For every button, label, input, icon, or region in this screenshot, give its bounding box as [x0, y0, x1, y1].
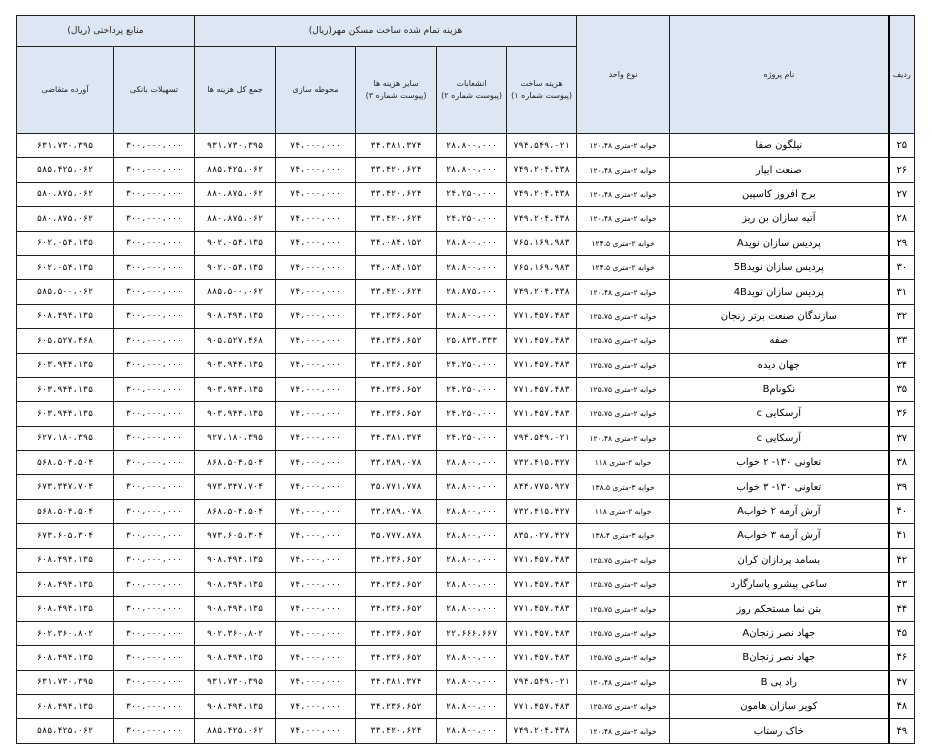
landscaping-cost-cell: ۷۴،۰۰۰،۰۰۰ — [276, 499, 356, 523]
branches-cost-cell: ۲۸،۸۰۰،۰۰۰ — [437, 451, 507, 475]
applicant-share-cell: ۵۸۵،۴۲۵،۰۶۲ — [17, 158, 114, 182]
radif-cell: ۲۵ — [889, 134, 915, 158]
project-name-cell: جهان دیده — [670, 353, 889, 377]
table-row — [17, 524, 915, 548]
applicant-share-cell: ۶۰۳،۹۴۴،۱۳۵ — [17, 353, 114, 377]
project-name-cell: بسامد پردازان کران — [670, 548, 889, 572]
landscaping-cost-cell: ۷۴،۰۰۰،۰۰۰ — [276, 377, 356, 401]
radif-cell: ۳۹ — [889, 475, 915, 499]
project-name-cell: آرسکایی c — [670, 402, 889, 426]
applicant-share-cell: ۶۰۸،۴۹۴،۱۳۵ — [17, 597, 114, 621]
total-cost-cell: ۸۸۰،۸۷۵،۰۶۲ — [195, 207, 276, 231]
bank-loan-cell: ۳۰۰،۰۰۰،۰۰۰ — [114, 719, 195, 743]
unit-type-cell: خوابه ۲-متری ۱۲۴،۵ — [577, 255, 670, 279]
table-body — [17, 134, 915, 744]
header-group-cost: هزینه تمام شده ساخت مسکن مهر(ریال) — [195, 16, 577, 47]
bank-loan-cell: ۳۰۰،۰۰۰،۰۰۰ — [114, 280, 195, 304]
unit-type-cell: خوابه ۲-متری ۱۲۵،۷۵ — [577, 304, 670, 328]
bank-loan-cell: ۳۰۰،۰۰۰،۰۰۰ — [114, 548, 195, 572]
project-name-cell: راد پی B — [670, 670, 889, 694]
table-row — [17, 451, 915, 475]
total-cost-cell: ۹۰۲،۰۵۴،۱۳۵ — [195, 231, 276, 255]
other-cost-cell: ۳۳،۴۲۰،۶۲۴ — [356, 182, 437, 206]
construction-cost-cell: ۷۶۵،۱۶۹،۹۸۳ — [507, 255, 577, 279]
construction-cost-cell: ۷۴۹،۲۰۴،۴۳۸ — [507, 280, 577, 304]
radif-cell: ۳۱ — [889, 280, 915, 304]
project-name-cell: آرش آرمه ۲ خوابA — [670, 499, 889, 523]
other-cost-cell: ۳۴،۰۸۴،۱۵۲ — [356, 255, 437, 279]
branches-cost-cell: ۲۸،۸۰۰،۰۰۰ — [437, 304, 507, 328]
radif-cell: ۳۸ — [889, 451, 915, 475]
unit-type-cell: خوابه ۲-متری ۱۲۰،۴۸ — [577, 280, 670, 304]
table-row — [17, 231, 915, 255]
table-row — [17, 426, 915, 450]
radif-cell: ۳۳ — [889, 329, 915, 353]
radif-cell: ۴۰ — [889, 499, 915, 523]
applicant-share-cell: ۵۶۸،۵۰۴،۵۰۴ — [17, 499, 114, 523]
radif-cell: ۴۴ — [889, 597, 915, 621]
header-applicant-share: آورده متقاضی — [17, 47, 114, 134]
bank-loan-cell: ۳۰۰،۰۰۰،۰۰۰ — [114, 694, 195, 718]
other-cost-cell: ۳۴،۲۳۶،۶۵۲ — [356, 646, 437, 670]
unit-type-cell: خوابه ۲-متری ۱۲۵،۷۵ — [577, 402, 670, 426]
bank-loan-cell: ۳۰۰،۰۰۰،۰۰۰ — [114, 158, 195, 182]
total-cost-cell: ۹۰۸،۴۹۴،۱۳۵ — [195, 597, 276, 621]
other-cost-cell: ۳۳،۴۲۰،۶۲۴ — [356, 719, 437, 743]
branches-cost-cell: ۲۴،۲۵۰،۰۰۰ — [437, 353, 507, 377]
construction-cost-cell: ۷۴۹،۲۰۴،۴۳۸ — [507, 158, 577, 182]
applicant-share-cell: ۶۰۲،۳۶۰،۸۰۲ — [17, 621, 114, 645]
landscaping-cost-cell: ۷۴،۰۰۰،۰۰۰ — [276, 719, 356, 743]
applicant-share-cell: ۶۰۸،۴۹۴،۱۳۵ — [17, 573, 114, 597]
construction-cost-cell: ۷۷۱،۴۵۷،۴۸۳ — [507, 329, 577, 353]
bank-loan-cell: ۳۰۰،۰۰۰،۰۰۰ — [114, 597, 195, 621]
table-row — [17, 548, 915, 572]
branches-cost-cell: ۲۸،۸۰۰،۰۰۰ — [437, 134, 507, 158]
table-row — [17, 280, 915, 304]
construction-cost-cell: ۷۷۱،۴۵۷،۴۸۳ — [507, 402, 577, 426]
table-row — [17, 304, 915, 328]
unit-type-cell: خوابه ۳-متری ۱۳۸،۵ — [577, 475, 670, 499]
header-group-payment: منابع پرداختی (ریال) — [17, 16, 195, 47]
table-row — [17, 353, 915, 377]
landscaping-cost-cell: ۷۴،۰۰۰،۰۰۰ — [276, 304, 356, 328]
construction-cost-cell: ۷۴۹،۲۰۴،۴۳۸ — [507, 182, 577, 206]
project-name-cell: پردیس سازان نوید5B — [670, 255, 889, 279]
radif-cell: ۴۱ — [889, 524, 915, 548]
other-cost-cell: ۳۴،۲۳۶،۶۵۲ — [356, 621, 437, 645]
total-cost-cell: ۹۰۲،۰۵۴،۱۳۵ — [195, 255, 276, 279]
radif-cell: ۲۹ — [889, 231, 915, 255]
unit-type-cell: خوابه ۲-متری ۱۲۵،۷۵ — [577, 329, 670, 353]
other-cost-cell: ۳۳،۴۲۰،۶۲۴ — [356, 280, 437, 304]
total-cost-cell: ۹۳۱،۷۳۰،۳۹۵ — [195, 134, 276, 158]
landscaping-cost-cell: ۷۴،۰۰۰،۰۰۰ — [276, 255, 356, 279]
branches-cost-cell: ۲۸،۸۰۰،۰۰۰ — [437, 255, 507, 279]
construction-cost-cell: ۷۷۱،۴۵۷،۴۸۳ — [507, 304, 577, 328]
project-name-cell: بتن نما مستحکم روز — [670, 597, 889, 621]
applicant-share-cell: ۶۲۷،۱۸۰،۳۹۵ — [17, 426, 114, 450]
other-cost-cell: ۳۳،۴۲۰،۶۲۴ — [356, 207, 437, 231]
project-name-cell: آرش آرمه ۳ خوابA — [670, 524, 889, 548]
applicant-share-cell: ۶۰۸،۴۹۴،۱۳۵ — [17, 548, 114, 572]
project-name-cell: برج افروز کاسپین — [670, 182, 889, 206]
table-row — [17, 182, 915, 206]
unit-type-cell: خوابه ۲-متری ۱۲۵،۷۵ — [577, 548, 670, 572]
branches-cost-cell: ۲۴،۲۵۰،۰۰۰ — [437, 426, 507, 450]
branches-cost-cell: ۲۸،۸۰۰،۰۰۰ — [437, 670, 507, 694]
construction-cost-cell: ۷۷۱،۴۵۷،۴۸۳ — [507, 694, 577, 718]
project-name-cell: صفه — [670, 329, 889, 353]
bank-loan-cell: ۳۰۰،۰۰۰،۰۰۰ — [114, 329, 195, 353]
radif-cell: ۳۲ — [889, 304, 915, 328]
branches-cost-cell: ۲۸،۸۷۵،۰۰۰ — [437, 280, 507, 304]
project-name-cell: آتیه سازان بن ریز — [670, 207, 889, 231]
construction-cost-cell: ۷۷۱،۴۵۷،۴۸۳ — [507, 597, 577, 621]
construction-cost-cell: ۷۹۴،۵۴۹،۰۲۱ — [507, 670, 577, 694]
header-unit-type: نوع واحد — [577, 16, 670, 134]
applicant-share-cell: ۵۸۵،۴۲۵،۰۶۲ — [17, 719, 114, 743]
bank-loan-cell: ۳۰۰،۰۰۰،۰۰۰ — [114, 670, 195, 694]
construction-cost-cell: ۷۳۲،۴۱۵،۴۲۷ — [507, 499, 577, 523]
applicant-share-cell: ۶۳۱،۷۳۰،۳۹۵ — [17, 670, 114, 694]
table-row — [17, 475, 915, 499]
other-cost-cell: ۳۴،۲۳۶،۶۵۲ — [356, 304, 437, 328]
total-cost-cell: ۹۰۸،۴۹۴،۱۳۵ — [195, 694, 276, 718]
branches-cost-cell: ۲۴،۲۵۰،۰۰۰ — [437, 207, 507, 231]
total-cost-cell: ۸۸۰،۸۷۵،۰۶۲ — [195, 182, 276, 206]
landscaping-cost-cell: ۷۴،۰۰۰،۰۰۰ — [276, 182, 356, 206]
total-cost-cell: ۸۸۵،۴۲۵،۰۶۲ — [195, 158, 276, 182]
landscaping-cost-cell: ۷۴،۰۰۰،۰۰۰ — [276, 573, 356, 597]
project-name-cell: تعاونی ۱۳۰- ۲ خواب — [670, 451, 889, 475]
unit-type-cell: خوابه ۲-متری ۱۲۰،۴۸ — [577, 670, 670, 694]
applicant-share-cell: ۵۸۰،۸۷۵،۰۶۲ — [17, 182, 114, 206]
project-name-cell: پردیس سازان نوید4B — [670, 280, 889, 304]
table-row — [17, 499, 915, 523]
construction-cost-cell: ۷۷۱،۴۵۷،۴۸۳ — [507, 646, 577, 670]
table-header — [17, 16, 915, 134]
landscaping-cost-cell: ۷۴،۰۰۰،۰۰۰ — [276, 670, 356, 694]
other-cost-cell: ۳۴،۲۳۶،۶۵۲ — [356, 329, 437, 353]
header-project-name: نام پروژه — [670, 16, 889, 134]
other-cost-cell: ۳۴،۲۳۶،۶۵۲ — [356, 548, 437, 572]
other-cost-cell: ۳۴،۲۳۶،۶۵۲ — [356, 377, 437, 401]
table-row — [17, 255, 915, 279]
landscaping-cost-cell: ۷۴،۰۰۰،۰۰۰ — [276, 548, 356, 572]
construction-cost-cell: ۷۷۱،۴۵۷،۴۸۳ — [507, 353, 577, 377]
bank-loan-cell: ۳۰۰،۰۰۰،۰۰۰ — [114, 353, 195, 377]
project-name-cell: خاک رستاب — [670, 719, 889, 743]
construction-cost-cell: ۷۷۱،۴۵۷،۴۸۳ — [507, 621, 577, 645]
table-row — [17, 207, 915, 231]
applicant-share-cell: ۶۷۳،۳۴۷،۷۰۴ — [17, 475, 114, 499]
radif-cell: ۲۶ — [889, 158, 915, 182]
radif-cell: ۳۴ — [889, 353, 915, 377]
total-cost-cell: ۸۶۸،۵۰۴،۵۰۴ — [195, 451, 276, 475]
branches-cost-cell: ۲۲،۶۶۶،۶۶۷ — [437, 621, 507, 645]
landscaping-cost-cell: ۷۴،۰۰۰،۰۰۰ — [276, 231, 356, 255]
applicant-share-cell: ۶۰۸،۴۹۴،۱۳۵ — [17, 646, 114, 670]
applicant-share-cell: ۶۰۲،۰۵۴،۱۳۵ — [17, 231, 114, 255]
landscaping-cost-cell: ۷۴،۰۰۰،۰۰۰ — [276, 451, 356, 475]
landscaping-cost-cell: ۷۴،۰۰۰،۰۰۰ — [276, 329, 356, 353]
radif-cell: ۳۵ — [889, 377, 915, 401]
unit-type-cell: خوابه ۲-متری ۱۲۵،۷۵ — [577, 573, 670, 597]
bank-loan-cell: ۳۰۰،۰۰۰،۰۰۰ — [114, 451, 195, 475]
other-cost-cell: ۳۴،۳۸۱،۳۷۴ — [356, 670, 437, 694]
table-row — [17, 158, 915, 182]
total-cost-cell: ۸۸۵،۵۰۰،۰۶۲ — [195, 280, 276, 304]
project-name-cell: نیلگون صفا — [670, 134, 889, 158]
applicant-share-cell: ۶۰۸،۴۹۴،۱۳۵ — [17, 694, 114, 718]
construction-cost-cell: ۷۷۱،۴۵۷،۴۸۳ — [507, 548, 577, 572]
total-cost-cell: ۹۷۳،۳۴۷،۷۰۴ — [195, 475, 276, 499]
project-name-cell: نکونامB — [670, 377, 889, 401]
construction-cost-cell: ۷۷۱،۴۵۷،۴۸۳ — [507, 573, 577, 597]
project-name-cell: آرسکایی c — [670, 426, 889, 450]
construction-cost-cell: ۸۴۴،۷۷۵،۹۲۷ — [507, 475, 577, 499]
other-cost-cell: ۳۴،۲۳۶،۶۵۲ — [356, 402, 437, 426]
landscaping-cost-cell: ۷۴،۰۰۰،۰۰۰ — [276, 694, 356, 718]
construction-cost-cell: ۷۹۴،۵۴۹،۰۲۱ — [507, 426, 577, 450]
project-name-cell: جهاد نصر زنجانA — [670, 621, 889, 645]
unit-type-cell: خوابه ۲-متری ۱۱۸ — [577, 499, 670, 523]
total-cost-cell: ۹۰۳،۹۴۴،۱۳۵ — [195, 377, 276, 401]
branches-cost-cell: ۲۴،۲۵۰،۰۰۰ — [437, 377, 507, 401]
table-row — [17, 402, 915, 426]
construction-cost-cell: ۷۳۲،۴۱۵،۴۲۷ — [507, 451, 577, 475]
header-radif: ردیف — [889, 16, 915, 134]
total-cost-cell: ۹۳۱،۷۳۰،۳۹۵ — [195, 670, 276, 694]
unit-type-cell: خوابه ۲-متری ۱۲۵،۷۵ — [577, 646, 670, 670]
landscaping-cost-cell: ۷۴،۰۰۰،۰۰۰ — [276, 134, 356, 158]
applicant-share-cell: ۵۶۸،۵۰۴،۵۰۴ — [17, 451, 114, 475]
bank-loan-cell: ۳۰۰،۰۰۰،۰۰۰ — [114, 646, 195, 670]
construction-cost-cell: ۷۴۹،۲۰۴،۴۳۸ — [507, 207, 577, 231]
branches-cost-cell: ۲۸،۸۰۰،۰۰۰ — [437, 524, 507, 548]
branches-cost-cell: ۲۸،۸۰۰،۰۰۰ — [437, 719, 507, 743]
applicant-share-cell: ۵۸۵،۵۰۰،۰۶۲ — [17, 280, 114, 304]
other-cost-cell: ۳۳،۴۲۰،۶۲۴ — [356, 158, 437, 182]
unit-type-cell: خوابه ۲-متری ۱۲۵،۷۵ — [577, 353, 670, 377]
total-cost-cell: ۹۰۸،۴۹۴،۱۳۵ — [195, 646, 276, 670]
radif-cell: ۲۸ — [889, 207, 915, 231]
unit-type-cell: خوابه ۲-متری ۱۲۰،۴۸ — [577, 207, 670, 231]
total-cost-cell: ۹۰۳،۹۴۴،۱۳۵ — [195, 353, 276, 377]
other-cost-cell: ۳۳،۲۸۹،۰۷۸ — [356, 451, 437, 475]
project-name-cell: پردیس سازان نویدA — [670, 231, 889, 255]
cost-table — [16, 15, 915, 744]
project-name-cell: تعاونی ۱۳۰- ۳ خواب — [670, 475, 889, 499]
other-cost-cell: ۳۴،۲۳۶،۶۵۲ — [356, 694, 437, 718]
bank-loan-cell: ۳۰۰،۰۰۰،۰۰۰ — [114, 621, 195, 645]
header-other-costs: سایر هزینه ها (پیوست شماره ۳) — [356, 47, 437, 134]
bank-loan-cell: ۳۰۰،۰۰۰،۰۰۰ — [114, 231, 195, 255]
unit-type-cell: خوابه ۲-متری ۱۲۵،۷۵ — [577, 597, 670, 621]
landscaping-cost-cell: ۷۴،۰۰۰،۰۰۰ — [276, 158, 356, 182]
bank-loan-cell: ۳۰۰،۰۰۰،۰۰۰ — [114, 426, 195, 450]
applicant-share-cell: ۶۷۳،۶۰۵،۳۰۴ — [17, 524, 114, 548]
header-construction: هزینه ساخت (پیوست شماره ۱) — [507, 47, 577, 134]
bank-loan-cell: ۳۰۰،۰۰۰،۰۰۰ — [114, 402, 195, 426]
other-cost-cell: ۳۵،۷۷۱،۷۷۸ — [356, 475, 437, 499]
total-cost-cell: ۹۰۸،۴۹۴،۱۳۵ — [195, 548, 276, 572]
landscaping-cost-cell: ۷۴،۰۰۰،۰۰۰ — [276, 621, 356, 645]
other-cost-cell: ۳۴،۳۸۱،۳۷۴ — [356, 134, 437, 158]
unit-type-cell: خوابه ۲-متری ۱۲۵،۷۵ — [577, 621, 670, 645]
other-cost-cell: ۳۴،۰۸۴،۱۵۲ — [356, 231, 437, 255]
header-landscaping: محوطه سازی — [276, 47, 356, 134]
landscaping-cost-cell: ۷۴،۰۰۰،۰۰۰ — [276, 402, 356, 426]
table-row — [17, 597, 915, 621]
bank-loan-cell: ۳۰۰،۰۰۰،۰۰۰ — [114, 573, 195, 597]
bank-loan-cell: ۳۰۰،۰۰۰،۰۰۰ — [114, 499, 195, 523]
radif-cell: ۳۰ — [889, 255, 915, 279]
total-cost-cell: ۹۲۷،۱۸۰،۳۹۵ — [195, 426, 276, 450]
table-row — [17, 670, 915, 694]
bank-loan-cell: ۳۰۰،۰۰۰،۰۰۰ — [114, 377, 195, 401]
unit-type-cell: خوابه ۲-متری ۱۲۴،۵ — [577, 231, 670, 255]
table-row — [17, 573, 915, 597]
branches-cost-cell: ۲۸،۸۰۰،۰۰۰ — [437, 475, 507, 499]
branches-cost-cell: ۲۴،۲۵۰،۰۰۰ — [437, 182, 507, 206]
other-cost-cell: ۳۴،۲۳۶،۶۵۲ — [356, 597, 437, 621]
landscaping-cost-cell: ۷۴،۰۰۰،۰۰۰ — [276, 475, 356, 499]
other-cost-cell: ۳۴،۲۳۶،۶۵۲ — [356, 573, 437, 597]
bank-loan-cell: ۳۰۰،۰۰۰،۰۰۰ — [114, 207, 195, 231]
table-row — [17, 621, 915, 645]
unit-type-cell: خوابه ۲-متری ۱۲۰،۴۸ — [577, 426, 670, 450]
unit-type-cell: خوابه ۲-متری ۱۱۸ — [577, 451, 670, 475]
project-name-cell: صنعت ایپار — [670, 158, 889, 182]
landscaping-cost-cell: ۷۴،۰۰۰،۰۰۰ — [276, 280, 356, 304]
branches-cost-cell: ۲۸،۸۰۰،۰۰۰ — [437, 548, 507, 572]
construction-cost-cell: ۷۶۵،۱۶۹،۹۸۳ — [507, 231, 577, 255]
radif-cell: ۳۷ — [889, 426, 915, 450]
project-name-cell: سازندگان صنعت برتر زنجان — [670, 304, 889, 328]
table-row — [17, 719, 915, 743]
applicant-share-cell: ۶۰۲،۰۵۴،۱۳۵ — [17, 255, 114, 279]
radif-cell: ۴۳ — [889, 573, 915, 597]
branches-cost-cell: ۲۵،۸۳۳،۳۳۳ — [437, 329, 507, 353]
bank-loan-cell: ۳۰۰،۰۰۰،۰۰۰ — [114, 255, 195, 279]
unit-type-cell: خوابه ۲-متری ۱۲۰،۴۸ — [577, 158, 670, 182]
header-bank-loan: تسهیلات بانکی — [114, 47, 195, 134]
total-cost-cell: ۹۰۵،۵۲۷،۴۶۸ — [195, 329, 276, 353]
radif-cell: ۴۵ — [889, 621, 915, 645]
branches-cost-cell: ۲۴،۲۵۰،۰۰۰ — [437, 402, 507, 426]
branches-cost-cell: ۲۸،۸۰۰،۰۰۰ — [437, 646, 507, 670]
construction-cost-cell: ۷۷۱،۴۵۷،۴۸۳ — [507, 377, 577, 401]
radif-cell: ۴۲ — [889, 548, 915, 572]
other-cost-cell: ۳۴،۲۳۶،۶۵۲ — [356, 353, 437, 377]
landscaping-cost-cell: ۷۴،۰۰۰،۰۰۰ — [276, 426, 356, 450]
table-row — [17, 134, 915, 158]
other-cost-cell: ۳۵،۷۷۷،۸۷۸ — [356, 524, 437, 548]
table-row — [17, 646, 915, 670]
total-cost-cell: ۹۰۸،۴۹۴،۱۳۵ — [195, 304, 276, 328]
radif-cell: ۴۶ — [889, 646, 915, 670]
applicant-share-cell: ۵۸۰،۸۷۵،۰۶۲ — [17, 207, 114, 231]
total-cost-cell: ۹۰۸،۴۹۴،۱۳۵ — [195, 573, 276, 597]
table-row — [17, 329, 915, 353]
applicant-share-cell: ۶۰۳،۹۴۴،۱۳۵ — [17, 402, 114, 426]
branches-cost-cell: ۲۸،۸۰۰،۰۰۰ — [437, 158, 507, 182]
radif-cell: ۳۶ — [889, 402, 915, 426]
bank-loan-cell: ۳۰۰،۰۰۰،۰۰۰ — [114, 134, 195, 158]
landscaping-cost-cell: ۷۴،۰۰۰،۰۰۰ — [276, 353, 356, 377]
unit-type-cell: خوابه ۲-متری ۱۲۵،۷۵ — [577, 377, 670, 401]
branches-cost-cell: ۲۸،۸۰۰،۰۰۰ — [437, 597, 507, 621]
bank-loan-cell: ۳۰۰،۰۰۰،۰۰۰ — [114, 524, 195, 548]
branches-cost-cell: ۲۸،۸۰۰،۰۰۰ — [437, 573, 507, 597]
other-cost-cell: ۳۳،۲۸۹،۰۷۸ — [356, 499, 437, 523]
landscaping-cost-cell: ۷۴،۰۰۰،۰۰۰ — [276, 524, 356, 548]
landscaping-cost-cell: ۷۴،۰۰۰،۰۰۰ — [276, 646, 356, 670]
bank-loan-cell: ۳۰۰،۰۰۰،۰۰۰ — [114, 304, 195, 328]
radif-cell: ۴۷ — [889, 670, 915, 694]
radif-cell: ۲۷ — [889, 182, 915, 206]
total-cost-cell: ۸۶۸،۵۰۴،۵۰۴ — [195, 499, 276, 523]
table-row — [17, 694, 915, 718]
unit-type-cell: خوابه ۲-متری ۱۲۰،۴۸ — [577, 134, 670, 158]
bank-loan-cell: ۳۰۰،۰۰۰،۰۰۰ — [114, 182, 195, 206]
applicant-share-cell: ۶۰۵،۵۲۷،۴۶۸ — [17, 329, 114, 353]
branches-cost-cell: ۲۸،۸۰۰،۰۰۰ — [437, 231, 507, 255]
construction-cost-cell: ۷۴۹،۲۰۴،۴۳۸ — [507, 719, 577, 743]
radif-cell: ۴۹ — [889, 719, 915, 743]
total-cost-cell: ۹۰۲،۳۶۰،۸۰۲ — [195, 621, 276, 645]
project-name-cell: کویر سازان هامون — [670, 694, 889, 718]
header-branches: انشعابات (پیوست شماره ۲) — [437, 47, 507, 134]
header-total: جمع کل هزینه ها — [195, 47, 276, 134]
construction-cost-cell: ۸۳۵،۰۲۷،۴۲۷ — [507, 524, 577, 548]
total-cost-cell: ۸۸۵،۴۲۵،۰۶۲ — [195, 719, 276, 743]
radif-cell: ۴۸ — [889, 694, 915, 718]
applicant-share-cell: ۶۰۸،۴۹۴،۱۳۵ — [17, 304, 114, 328]
table-row — [17, 377, 915, 401]
branches-cost-cell: ۲۸،۸۰۰،۰۰۰ — [437, 499, 507, 523]
unit-type-cell: خوابه ۲-متری ۱۲۰،۴۸ — [577, 182, 670, 206]
total-cost-cell: ۹۷۳،۶۰۵،۳۰۴ — [195, 524, 276, 548]
unit-type-cell: خوابه ۲-متری ۱۲۰،۴۸ — [577, 719, 670, 743]
project-name-cell: ساعی پیشرو پاسارگارد — [670, 573, 889, 597]
applicant-share-cell: ۶۳۱،۷۳۰،۳۹۵ — [17, 134, 114, 158]
project-name-cell: جهاد نصر زنجانB — [670, 646, 889, 670]
applicant-share-cell: ۶۰۳،۹۴۴،۱۳۵ — [17, 377, 114, 401]
unit-type-cell: خوابه ۲-متری ۱۲۵،۷۵ — [577, 694, 670, 718]
total-cost-cell: ۹۰۳،۹۴۴،۱۳۵ — [195, 402, 276, 426]
construction-cost-cell: ۷۹۴،۵۴۹،۰۲۱ — [507, 134, 577, 158]
unit-type-cell: خوابه ۳-متری ۱۳۸،۴ — [577, 524, 670, 548]
bank-loan-cell: ۳۰۰،۰۰۰،۰۰۰ — [114, 475, 195, 499]
landscaping-cost-cell: ۷۴،۰۰۰،۰۰۰ — [276, 207, 356, 231]
branches-cost-cell: ۲۸،۸۰۰،۰۰۰ — [437, 694, 507, 718]
landscaping-cost-cell: ۷۴،۰۰۰،۰۰۰ — [276, 597, 356, 621]
other-cost-cell: ۳۴،۳۸۱،۳۷۴ — [356, 426, 437, 450]
